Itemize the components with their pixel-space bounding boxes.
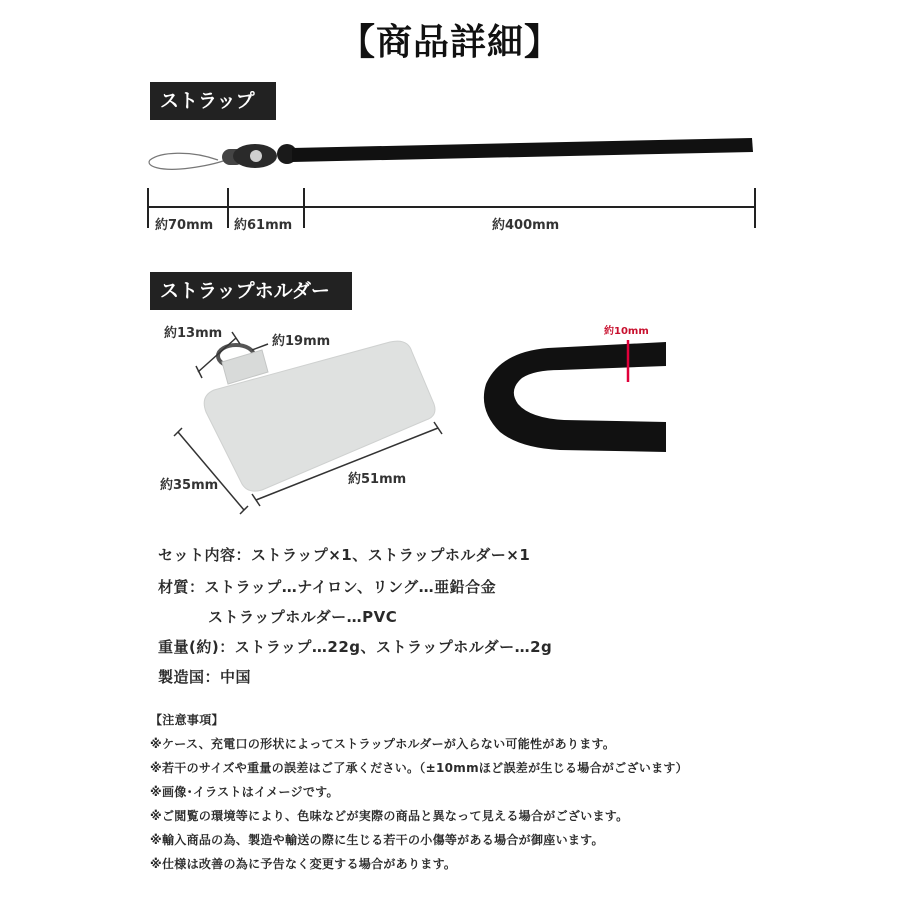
- note-item: ※画像･イラストはイメージです。: [150, 785, 339, 799]
- dim-label-string: 約70mm: [155, 218, 214, 233]
- note-item: ※ご閲覧の環境等により、色味などが実際の商品と異なって見える場合がございます。: [150, 809, 629, 823]
- buckle-button: [250, 150, 262, 162]
- note-item: ※ケース、充電口の形状によってストラップホルダーが入らない可能性があります。: [150, 737, 616, 751]
- section-label-strap: ストラップ: [150, 82, 276, 120]
- note-item: ※若干のサイズや重量の誤差はご了承ください。（±10mmほど誤差が生じる場合がございます）: [150, 761, 688, 775]
- note-item: ※仕様は改善の為に予告なく変更する場合があります。: [150, 857, 457, 871]
- spec-country: 製造国：中国: [158, 668, 252, 686]
- section-label-strap-holder: ストラップホルダー: [150, 272, 352, 310]
- dim-label-ring: 約13mm: [164, 326, 223, 341]
- string-loop: [149, 153, 226, 169]
- note-item: ※輸入商品の為、製造や輸送の際に生じる若干の小傷等がある場合が御座います。: [150, 833, 604, 847]
- dim-label-connector: 約61mm: [234, 218, 293, 233]
- dim-label-strap-length: 約400mm: [492, 218, 560, 233]
- spec-weight: 重量(約)：ストラップ…22g、ストラップホルダー…2g: [158, 638, 553, 656]
- strap-loop: [484, 342, 666, 452]
- notes-block: [150, 710, 850, 878]
- dim-label-tab: 約19mm: [272, 334, 331, 349]
- page-title: 【商品詳細】: [338, 22, 561, 63]
- spec-material: 材質：ストラップ…ナイロン、リング…亜鉛合金: [158, 578, 497, 596]
- strap-body: [292, 138, 753, 162]
- spec-material-holder: ストラップホルダー…PVC: [208, 608, 398, 626]
- dim-label-width: 約51mm: [348, 472, 407, 487]
- dim-label-height: 約35mm: [160, 478, 219, 493]
- strap-closeup: [484, 340, 666, 452]
- notes-header: 【注意事項】: [150, 713, 224, 727]
- dim-label-strap-width: 約10mm: [604, 326, 649, 337]
- tab-dim-line: [252, 344, 268, 350]
- spec-set-contents: セット内容：ストラップ×1、ストラップホルダー×1: [158, 546, 531, 564]
